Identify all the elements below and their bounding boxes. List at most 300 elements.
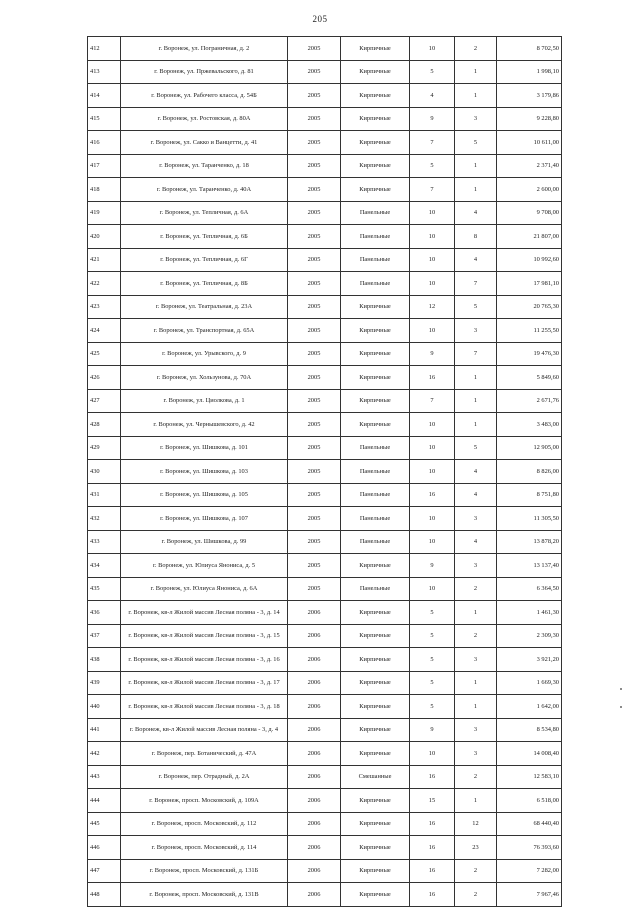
entrances-cell: 3	[455, 107, 497, 131]
year-cell: 2006	[288, 695, 341, 719]
wall-material-cell: Кирпичные	[341, 789, 410, 813]
table-row	[88, 507, 562, 531]
wall-material-cell: Кирпичные	[341, 718, 410, 742]
area-cell: 10 611,00	[497, 131, 562, 155]
wall-material-cell: Кирпичные	[341, 178, 410, 202]
row-number: 421	[88, 248, 121, 272]
table-row	[88, 178, 562, 202]
year-cell: 2006	[288, 836, 341, 860]
floors-cell: 10	[410, 272, 455, 296]
area-cell: 8 751,80	[497, 483, 562, 507]
address-cell: г. Воронеж, ул. Урывского, д. 9	[121, 342, 288, 366]
floors-cell: 10	[410, 413, 455, 437]
wall-material-cell: Кирпичные	[341, 389, 410, 413]
table-row	[88, 342, 562, 366]
address-cell: г. Воронеж, пер. Отрадный, д. 2А	[121, 765, 288, 789]
address-cell: г. Воронеж, кв-л Жилой массив Лесная поляна - 3, д. 18	[121, 695, 288, 719]
row-number: 439	[88, 671, 121, 695]
year-cell: 2006	[288, 671, 341, 695]
year-cell: 2006	[288, 718, 341, 742]
area-cell: 5 849,60	[497, 366, 562, 390]
entrances-cell: 2	[455, 883, 497, 907]
address-cell: г. Воронеж, ул. Шишкова, д. 107	[121, 507, 288, 531]
address-cell: г. Воронеж, ул. Транспортная, д. 65А	[121, 319, 288, 343]
row-number: 448	[88, 883, 121, 907]
table-row	[88, 530, 562, 554]
table-row	[88, 648, 562, 672]
table-row	[88, 37, 562, 61]
row-number: 447	[88, 859, 121, 883]
wall-material-cell: Панельные	[341, 460, 410, 484]
row-number: 427	[88, 389, 121, 413]
row-number: 416	[88, 131, 121, 155]
row-number: 443	[88, 765, 121, 789]
address-cell: г. Воронеж, просп. Московский, д. 131В	[121, 883, 288, 907]
row-number: 438	[88, 648, 121, 672]
address-cell: г. Воронеж, ул. Тепличная, д. 6Б	[121, 225, 288, 249]
entrances-cell: 8	[455, 225, 497, 249]
entrances-cell: 4	[455, 460, 497, 484]
table-row	[88, 671, 562, 695]
table-row	[88, 765, 562, 789]
area-cell: 12 583,10	[497, 765, 562, 789]
area-cell: 9 708,00	[497, 201, 562, 225]
area-cell: 7 967,46	[497, 883, 562, 907]
wall-material-cell: Кирпичные	[341, 295, 410, 319]
address-cell: г. Воронеж, ул. Тепличная, д. 8Б	[121, 272, 288, 296]
address-cell: г. Воронеж, кв-л Жилой массив Лесная поляна - 3, д. 14	[121, 601, 288, 625]
entrances-cell: 2	[455, 577, 497, 601]
row-number: 435	[88, 577, 121, 601]
address-cell: г. Воронеж, ул. Пограничная, д. 2	[121, 37, 288, 61]
table-row	[88, 624, 562, 648]
table-row	[88, 295, 562, 319]
area-cell: 2 371,40	[497, 154, 562, 178]
year-cell: 2005	[288, 131, 341, 155]
entrances-cell: 1	[455, 601, 497, 625]
table-row	[88, 460, 562, 484]
row-number: 428	[88, 413, 121, 437]
table-row	[88, 201, 562, 225]
entrances-cell: 3	[455, 742, 497, 766]
year-cell: 2005	[288, 389, 341, 413]
wall-material-cell: Панельные	[341, 577, 410, 601]
floors-cell: 15	[410, 789, 455, 813]
wall-material-cell: Панельные	[341, 201, 410, 225]
entrances-cell: 7	[455, 272, 497, 296]
floors-cell: 10	[410, 742, 455, 766]
area-cell: 3 483,00	[497, 413, 562, 437]
floors-cell: 9	[410, 554, 455, 578]
area-cell: 13 878,20	[497, 530, 562, 554]
year-cell: 2005	[288, 201, 341, 225]
table-row	[88, 577, 562, 601]
entrances-cell: 4	[455, 201, 497, 225]
wall-material-cell: Панельные	[341, 530, 410, 554]
wall-material-cell: Кирпичные	[341, 671, 410, 695]
floors-cell: 10	[410, 577, 455, 601]
entrances-cell: 1	[455, 671, 497, 695]
year-cell: 2005	[288, 107, 341, 131]
table-row	[88, 131, 562, 155]
row-number: 436	[88, 601, 121, 625]
year-cell: 2005	[288, 554, 341, 578]
area-cell: 76 393,60	[497, 836, 562, 860]
scan-speck	[620, 706, 622, 708]
wall-material-cell: Кирпичные	[341, 84, 410, 108]
entrances-cell: 5	[455, 131, 497, 155]
scan-speck	[620, 688, 622, 690]
floors-cell: 5	[410, 154, 455, 178]
wall-material-cell: Кирпичные	[341, 342, 410, 366]
year-cell: 2005	[288, 436, 341, 460]
address-cell: г. Воронеж, ул. Тепличная, д. 6А	[121, 201, 288, 225]
address-cell: г. Воронеж, просп. Московский, д. 112	[121, 812, 288, 836]
wall-material-cell: Кирпичные	[341, 60, 410, 84]
entrances-cell: 1	[455, 413, 497, 437]
table-row	[88, 107, 562, 131]
floors-cell: 5	[410, 60, 455, 84]
table-row	[88, 154, 562, 178]
year-cell: 2006	[288, 883, 341, 907]
area-cell: 11 255,50	[497, 319, 562, 343]
entrances-cell: 2	[455, 859, 497, 883]
wall-material-cell: Кирпичные	[341, 648, 410, 672]
entrances-cell: 1	[455, 154, 497, 178]
entrances-cell: 23	[455, 836, 497, 860]
floors-cell: 9	[410, 342, 455, 366]
row-number: 413	[88, 60, 121, 84]
address-cell: г. Воронеж, кв-л Жилой массив Лесная поляна - 3, д. 17	[121, 671, 288, 695]
row-number: 437	[88, 624, 121, 648]
wall-material-cell: Кирпичные	[341, 131, 410, 155]
area-cell: 1 461,30	[497, 601, 562, 625]
entrances-cell: 2	[455, 765, 497, 789]
year-cell: 2005	[288, 460, 341, 484]
area-cell: 13 137,40	[497, 554, 562, 578]
wall-material-cell: Кирпичные	[341, 695, 410, 719]
address-cell: г. Воронеж, кв-л Жилой массив Лесная поляна - 3, д. 16	[121, 648, 288, 672]
floors-cell: 9	[410, 718, 455, 742]
year-cell: 2006	[288, 742, 341, 766]
entrances-cell: 5	[455, 295, 497, 319]
row-number: 423	[88, 295, 121, 319]
address-cell: г. Воронеж, пер. Ботанический, д. 47А	[121, 742, 288, 766]
wall-material-cell: Кирпичные	[341, 154, 410, 178]
wall-material-cell: Кирпичные	[341, 883, 410, 907]
address-cell: г. Воронеж, ул. Чернышевского, д. 42	[121, 413, 288, 437]
area-cell: 14 008,40	[497, 742, 562, 766]
year-cell: 2006	[288, 648, 341, 672]
wall-material-cell: Кирпичные	[341, 413, 410, 437]
year-cell: 2005	[288, 178, 341, 202]
row-number: 412	[88, 37, 121, 61]
address-cell: г. Воронеж, ул. Юлиуса Янониса, д. 5	[121, 554, 288, 578]
entrances-cell: 2	[455, 624, 497, 648]
entrances-cell: 3	[455, 319, 497, 343]
floors-cell: 4	[410, 84, 455, 108]
wall-material-cell: Кирпичные	[341, 624, 410, 648]
floors-cell: 16	[410, 883, 455, 907]
row-number: 440	[88, 695, 121, 719]
table-row	[88, 883, 562, 907]
row-number: 420	[88, 225, 121, 249]
wall-material-cell: Кирпичные	[341, 836, 410, 860]
address-cell: г. Воронеж, просп. Московский, д. 114	[121, 836, 288, 860]
area-cell: 68 440,40	[497, 812, 562, 836]
floors-cell: 7	[410, 389, 455, 413]
floors-cell: 9	[410, 107, 455, 131]
table-row	[88, 742, 562, 766]
wall-material-cell: Панельные	[341, 436, 410, 460]
row-number: 432	[88, 507, 121, 531]
floors-cell: 10	[410, 436, 455, 460]
table-row	[88, 248, 562, 272]
entrances-cell: 12	[455, 812, 497, 836]
floors-cell: 5	[410, 671, 455, 695]
area-cell: 2 600,00	[497, 178, 562, 202]
year-cell: 2005	[288, 60, 341, 84]
floors-cell: 12	[410, 295, 455, 319]
area-cell: 8 534,80	[497, 718, 562, 742]
address-cell: г. Воронеж, ул. Циолкова, д. 1	[121, 389, 288, 413]
entrances-cell: 1	[455, 695, 497, 719]
row-number: 422	[88, 272, 121, 296]
area-cell: 2 671,76	[497, 389, 562, 413]
wall-material-cell: Панельные	[341, 483, 410, 507]
row-number: 430	[88, 460, 121, 484]
area-cell: 3 179,86	[497, 84, 562, 108]
row-number: 446	[88, 836, 121, 860]
area-cell: 20 765,30	[497, 295, 562, 319]
row-number: 441	[88, 718, 121, 742]
area-cell: 17 981,10	[497, 272, 562, 296]
year-cell: 2005	[288, 154, 341, 178]
year-cell: 2005	[288, 319, 341, 343]
wall-material-cell: Кирпичные	[341, 37, 410, 61]
address-cell: г. Воронеж, ул. Юлиуса Янониса, д. 6А	[121, 577, 288, 601]
floors-cell: 5	[410, 648, 455, 672]
address-cell: г. Воронеж, ул. Таранченко, д. 40А	[121, 178, 288, 202]
area-cell: 11 305,50	[497, 507, 562, 531]
wall-material-cell: Кирпичные	[341, 601, 410, 625]
row-number: 418	[88, 178, 121, 202]
wall-material-cell: Панельные	[341, 272, 410, 296]
wall-material-cell: Кирпичные	[341, 107, 410, 131]
row-number: 424	[88, 319, 121, 343]
table-row	[88, 389, 562, 413]
page-number: 205	[312, 14, 328, 24]
table-row	[88, 718, 562, 742]
floors-cell: 7	[410, 131, 455, 155]
wall-material-cell: Кирпичные	[341, 742, 410, 766]
floors-cell: 16	[410, 765, 455, 789]
floors-cell: 10	[410, 37, 455, 61]
table-row	[88, 366, 562, 390]
year-cell: 2005	[288, 577, 341, 601]
address-cell: г. Воронеж, ул. Хользунова, д. 70А	[121, 366, 288, 390]
wall-material-cell: Панельные	[341, 507, 410, 531]
address-cell: г. Воронеж, ул. Шишкова, д. 103	[121, 460, 288, 484]
table-row	[88, 60, 562, 84]
address-cell: г. Воронеж, просп. Московский, д. 109А	[121, 789, 288, 813]
table-row	[88, 413, 562, 437]
row-number: 442	[88, 742, 121, 766]
area-cell: 1 669,30	[497, 671, 562, 695]
address-cell: г. Воронеж, ул. Таранченко, д. 18	[121, 154, 288, 178]
floors-cell: 10	[410, 507, 455, 531]
area-cell: 7 282,00	[497, 859, 562, 883]
entrances-cell: 4	[455, 248, 497, 272]
wall-material-cell: Кирпичные	[341, 859, 410, 883]
row-number: 426	[88, 366, 121, 390]
area-cell: 2 309,30	[497, 624, 562, 648]
entrances-cell: 2	[455, 37, 497, 61]
entrances-cell: 1	[455, 366, 497, 390]
floors-cell: 10	[410, 248, 455, 272]
year-cell: 2006	[288, 601, 341, 625]
address-cell: г. Воронеж, кв-л Жилой массив Лесная поляна - 3, д. 4	[121, 718, 288, 742]
floors-cell: 10	[410, 225, 455, 249]
floors-cell: 10	[410, 460, 455, 484]
year-cell: 2005	[288, 295, 341, 319]
table-row	[88, 84, 562, 108]
address-cell: г. Воронеж, ул. Шишкова, д. 105	[121, 483, 288, 507]
floors-cell: 5	[410, 624, 455, 648]
area-cell: 8 826,00	[497, 460, 562, 484]
row-number: 417	[88, 154, 121, 178]
year-cell: 2005	[288, 248, 341, 272]
floors-cell: 16	[410, 859, 455, 883]
table-row	[88, 601, 562, 625]
entrances-cell: 3	[455, 554, 497, 578]
row-number: 433	[88, 530, 121, 554]
area-cell: 21 807,00	[497, 225, 562, 249]
area-cell: 1 998,10	[497, 60, 562, 84]
entrances-cell: 1	[455, 84, 497, 108]
area-cell: 10 992,60	[497, 248, 562, 272]
table-row	[88, 554, 562, 578]
year-cell: 2005	[288, 37, 341, 61]
area-cell: 6 364,50	[497, 577, 562, 601]
wall-material-cell: Кирпичные	[341, 812, 410, 836]
table-row	[88, 319, 562, 343]
area-cell: 1 642,00	[497, 695, 562, 719]
entrances-cell: 1	[455, 389, 497, 413]
area-cell: 12 905,00	[497, 436, 562, 460]
table-row	[88, 436, 562, 460]
wall-material-cell: Кирпичные	[341, 554, 410, 578]
row-number: 445	[88, 812, 121, 836]
floors-cell: 5	[410, 601, 455, 625]
table-row	[88, 272, 562, 296]
area-cell: 6 518,00	[497, 789, 562, 813]
entrances-cell: 1	[455, 789, 497, 813]
row-number: 415	[88, 107, 121, 131]
year-cell: 2005	[288, 366, 341, 390]
table-row	[88, 789, 562, 813]
address-cell: г. Воронеж, ул. Сакко и Ванцетти, д. 41	[121, 131, 288, 155]
floors-cell: 16	[410, 483, 455, 507]
year-cell: 2006	[288, 859, 341, 883]
floors-cell: 10	[410, 201, 455, 225]
year-cell: 2005	[288, 84, 341, 108]
entrances-cell: 5	[455, 436, 497, 460]
year-cell: 2005	[288, 507, 341, 531]
row-number: 425	[88, 342, 121, 366]
housing-register-table	[87, 36, 562, 907]
entrances-cell: 3	[455, 718, 497, 742]
floors-cell: 7	[410, 178, 455, 202]
area-cell: 3 921,20	[497, 648, 562, 672]
table-row	[88, 836, 562, 860]
address-cell: г. Воронеж, ул. Шишкова, д. 101	[121, 436, 288, 460]
address-cell: г. Воронеж, кв-л Жилой массив Лесная поляна - 3, д. 15	[121, 624, 288, 648]
year-cell: 2005	[288, 530, 341, 554]
address-cell: г. Воронеж, ул. Ростовская, д. 80А	[121, 107, 288, 131]
entrances-cell: 4	[455, 483, 497, 507]
table-row	[88, 859, 562, 883]
address-cell: г. Воронеж, ул. Тепличная, д. 6Г	[121, 248, 288, 272]
year-cell: 2005	[288, 483, 341, 507]
entrances-cell: 1	[455, 178, 497, 202]
table-row	[88, 812, 562, 836]
year-cell: 2005	[288, 225, 341, 249]
year-cell: 2006	[288, 765, 341, 789]
year-cell: 2005	[288, 272, 341, 296]
year-cell: 2006	[288, 624, 341, 648]
table-row	[88, 695, 562, 719]
row-number: 414	[88, 84, 121, 108]
year-cell: 2006	[288, 789, 341, 813]
entrances-cell: 4	[455, 530, 497, 554]
address-cell: г. Воронеж, ул. Театральная, д. 23А	[121, 295, 288, 319]
floors-cell: 10	[410, 319, 455, 343]
entrances-cell: 1	[455, 60, 497, 84]
entrances-cell: 3	[455, 507, 497, 531]
row-number: 434	[88, 554, 121, 578]
area-cell: 8 702,50	[497, 37, 562, 61]
year-cell: 2006	[288, 812, 341, 836]
wall-material-cell: Кирпичные	[341, 319, 410, 343]
floors-cell: 16	[410, 366, 455, 390]
area-cell: 9 228,80	[497, 107, 562, 131]
entrances-cell: 3	[455, 648, 497, 672]
row-number: 431	[88, 483, 121, 507]
year-cell: 2005	[288, 413, 341, 437]
row-number: 444	[88, 789, 121, 813]
table-body	[88, 37, 562, 907]
address-cell: г. Воронеж, просп. Московский, д. 131Б	[121, 859, 288, 883]
table-row	[88, 483, 562, 507]
wall-material-cell: Смешанные	[341, 765, 410, 789]
row-number: 419	[88, 201, 121, 225]
area-cell: 19 476,30	[497, 342, 562, 366]
address-cell: г. Воронеж, ул. Шишкова, д. 99	[121, 530, 288, 554]
table-row	[88, 225, 562, 249]
row-number: 429	[88, 436, 121, 460]
floors-cell: 10	[410, 530, 455, 554]
floors-cell: 16	[410, 836, 455, 860]
wall-material-cell: Панельные	[341, 225, 410, 249]
floors-cell: 5	[410, 695, 455, 719]
year-cell: 2005	[288, 342, 341, 366]
entrances-cell: 7	[455, 342, 497, 366]
wall-material-cell: Кирпичные	[341, 366, 410, 390]
wall-material-cell: Панельные	[341, 248, 410, 272]
address-cell: г. Воронеж, ул. Рабочего класса, д. 54Б	[121, 84, 288, 108]
address-cell: г. Воронеж, ул. Пржевальского, д. 81	[121, 60, 288, 84]
